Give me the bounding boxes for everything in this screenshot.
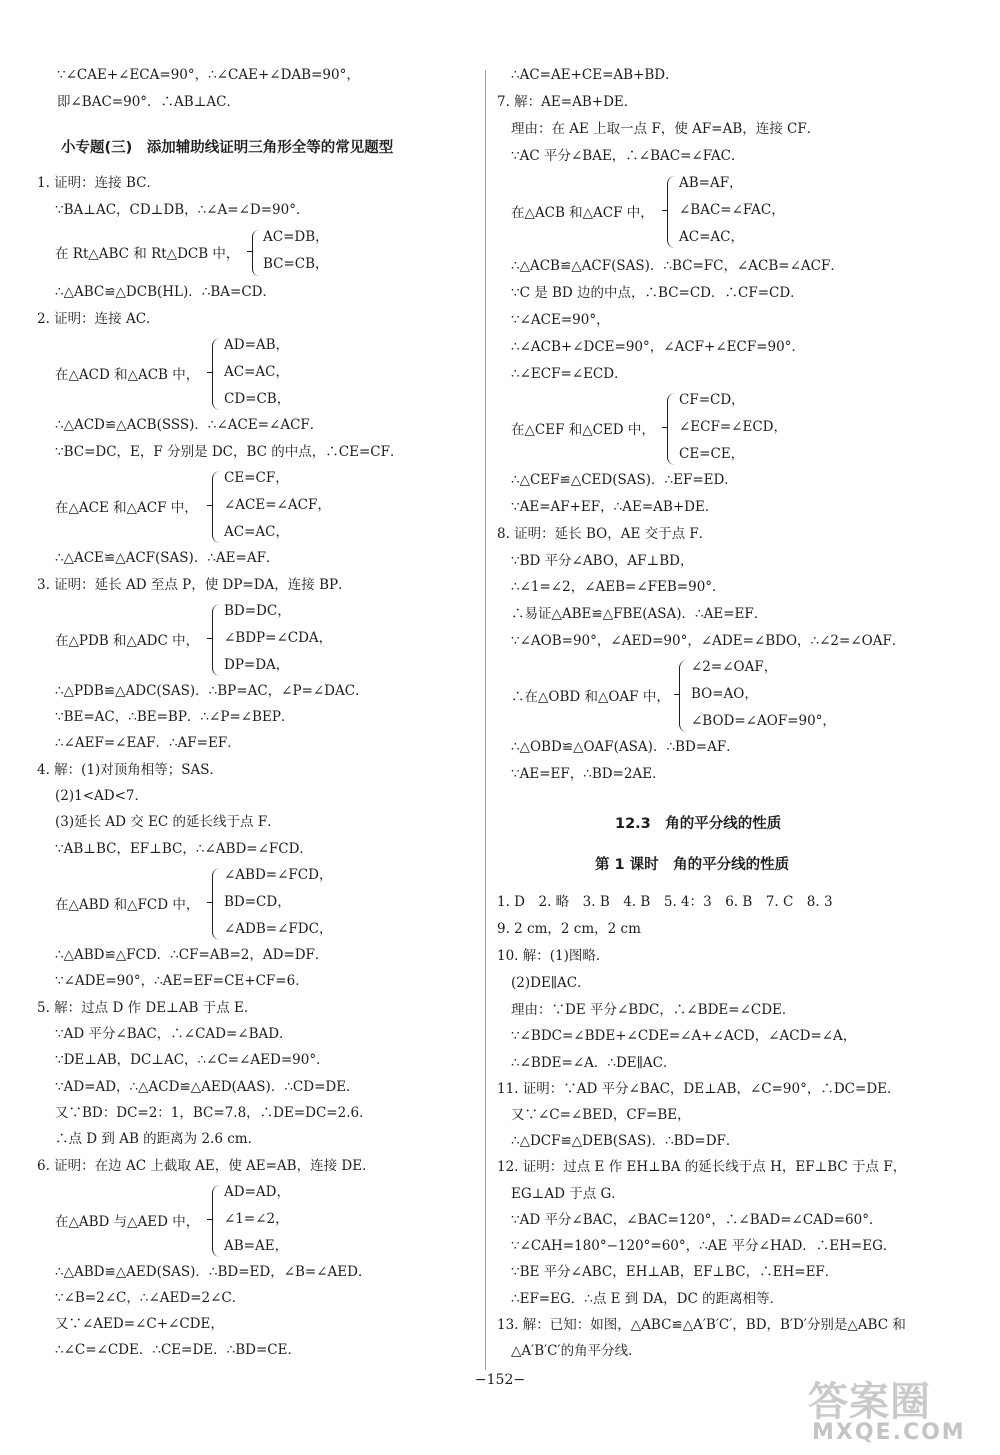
text-line: ∴AC=AE+CE=AB+BD．: [511, 67, 679, 83]
system-equation: ∠ACE=∠ACF，: [224, 497, 331, 513]
brace: [252, 230, 260, 276]
system-equation: BO=AO，: [691, 686, 758, 702]
problem-6: 6. 证明：在边 AC 上截取 AE，使 AE=AB，连接 DE．: [37, 1158, 376, 1174]
brace: [212, 471, 221, 543]
watermark-url: MXQE.COM: [812, 1420, 966, 1445]
text-line: ∵AC 平分∠BAE，∴∠BAC=∠FAC．: [511, 148, 745, 164]
text-line: ∵∠AOB=90°，∠AED=90°，∠ADE=∠BDO，∴∠2=∠OAF．: [511, 633, 906, 649]
system-equation: AC=DB，: [263, 229, 329, 245]
brace: [212, 604, 221, 676]
system-equation: AB=AE，: [224, 1238, 289, 1254]
problem-5: 5. 解：过点 D 作 DE⊥AB 于点 E．: [37, 1000, 258, 1016]
text-line: ∵∠CAH=180°−120°=60°，∴AE 平分∠HAD．∴EH=EG．: [511, 1238, 897, 1254]
problem-12: 12. 证明：过点 E 作 EH⊥BA 的延长线于点 H，EF⊥BC 于点 F，: [497, 1159, 907, 1175]
system-equation: AC=AC，: [679, 229, 744, 245]
system-equation: AD=AD，: [224, 1184, 290, 1200]
text-line: ∴△ABC≌△DCB(HL)．∴BA=CD．: [55, 284, 276, 300]
text-line: EG⊥AD 于点 G．: [511, 1186, 625, 1202]
text-line: ∵BE 平分∠ABC，EH⊥AB，EF⊥BC，∴EH=EF．: [511, 1264, 839, 1280]
system-equation: ∠1=∠2，: [224, 1211, 289, 1227]
text-line: ∴△ABD≌△FCD．∴CF=AB=2，AD=DF．: [55, 947, 329, 963]
brace: [212, 338, 221, 410]
text-line: ∵AE=AF+EF，∴AE=AB+DE．: [511, 499, 719, 515]
text-line: ∴点 D 到 AB 的距离为 2.6 cm．: [55, 1131, 262, 1147]
text-line: ∴∠ECF=∠ECD．: [511, 366, 628, 382]
problem-10: 10. 解：(1)图略．: [497, 948, 610, 964]
system-equation: BD=DC，: [224, 603, 291, 619]
system-equation: BC=CB，: [263, 256, 329, 272]
problem-8: 8. 证明：延长 BO，AE 交于点 F．: [497, 526, 713, 542]
text-line: ∵C 是 BD 边的中点，∴BC=CD．∴CF=CD．: [511, 285, 804, 301]
system-equation: CF=CD，: [679, 392, 745, 408]
problem-1: 1. 证明：连接 BC．: [37, 175, 160, 191]
system-equation: CE=CF，: [224, 470, 289, 486]
system-equation: ∠ADB=∠FDC，: [224, 921, 333, 937]
text-line: ∴△PDB≌△ADC(SAS)．∴BP=AC，∠P=∠DAC．: [55, 683, 369, 699]
system-equation: ∠ABD=∠FCD，: [224, 867, 333, 883]
text-line: (2)1<AD<7．: [55, 788, 148, 804]
system-label: ∴在△OBD 和△OAF 中，: [511, 689, 670, 705]
text-line: ∴△CEF≌△CED(SAS)．∴EF=ED．: [511, 472, 738, 488]
text-line: ∵BD 平分∠ABO，AF⊥BD，: [511, 553, 694, 569]
text-line: ∴△ACE≌△ACF(SAS)．∴AE=AF．: [55, 550, 280, 566]
problem-13: 13. 解：已知：如图，△ABC≌△A′B′C′，BD，B′D′分别是△ABC 和: [497, 1317, 906, 1333]
text-line: ∵∠BDC=∠BDE+∠CDE=∠A+∠ACD，∠ACD=∠A，: [511, 1028, 857, 1044]
text-line: ∵AB⊥BC，EF⊥BC，∴∠ABD=∠FCD．: [55, 841, 313, 857]
text-line: ∴易证△ABE≌△FBE(ASA)．∴AE=EF．: [511, 606, 768, 622]
brace: [667, 176, 676, 248]
system-equation: ∠BOD=∠AOF=90°，: [691, 713, 836, 729]
text-line: ∵AD 平分∠BAC，∠BAC=120°，∴∠BAD=∠CAD=60°．: [511, 1212, 883, 1228]
problem-7: 7. 解：AE=AB+DE．: [497, 94, 638, 110]
text-line: 又∵∠AED=∠C+∠CDE，: [55, 1316, 224, 1332]
brace: [212, 868, 221, 940]
text-line: ∵AD 平分∠BAC，∴∠CAD=∠BAD．: [55, 1026, 293, 1042]
text-line: ∵BE=AC，∴BE=BP．∴∠P=∠BEP．: [55, 709, 295, 725]
system-equation: ∠ECF=∠ECD，: [679, 419, 787, 435]
brace: [679, 660, 688, 732]
text-line: ∵BA⊥AC，CD⊥DB，∴∠A=∠D=90°．: [55, 202, 310, 218]
watermark-text: 答案圈: [808, 1379, 931, 1425]
text-line: 理由：在 AE 上取一点 F，使 AF=AB，连接 CF．: [511, 121, 821, 137]
brace: [667, 393, 676, 465]
text-line: ∵AD=AD，∴△ACD≌△AED(AAS)．∴CD=DE．: [55, 1079, 360, 1095]
system-equation: ∠2=∠OAF，: [691, 659, 778, 675]
system-label: 在△ACE 和△ACF 中，: [55, 500, 198, 516]
text-line: ∴∠1=∠2，∠AEB=∠FEB=90°．: [511, 579, 726, 595]
problem-2: 2. 证明：连接 AC．: [37, 311, 160, 327]
text-line: ∴△ACD≌△ACB(SSS)．∴∠ACE=∠ACF．: [55, 417, 324, 433]
system-label: 在△ABD 与△AED 中，: [55, 1214, 200, 1230]
text-line: 又∵BD：DC=2：1，BC=7.8，∴DE=DC=2.6．: [55, 1105, 373, 1121]
problem-4: 4. 解：(1)对顶角相等；SAS．: [37, 762, 224, 778]
lesson-title: 第 1 课时 角的平分线的性质: [595, 857, 790, 873]
column-divider: [485, 70, 486, 1370]
system-label: 在△ABD 和△FCD 中，: [55, 897, 200, 913]
text-line: 又∵∠C=∠BED，CF=BE，: [511, 1107, 691, 1123]
system-label: 在△ACB 和△ACF 中，: [511, 205, 654, 221]
text-line: ∵BC=DC，E，F 分别是 DC，BC 的中点，∴CE=CF．: [55, 444, 404, 460]
text-line: ∴EF=EG．∴点 E 到 DA，DC 的距离相等．: [511, 1291, 784, 1307]
text-line: ∴∠ACB+∠DCE=90°，∠ACF+∠ECF=90°．: [511, 339, 805, 355]
system-equation: ∠BAC=∠FAC，: [679, 202, 785, 218]
system-equation: AC=AC，: [224, 364, 289, 380]
watermark-logo: [808, 1370, 993, 1450]
text-line: ∴△DCF≌△DEB(SAS)．∴BD=DF．: [511, 1133, 740, 1149]
system-label: 在 Rt△ABC 和 Rt△DCB 中，: [55, 246, 240, 262]
right-column: [497, 0, 917, 1455]
system-equation: ∠BDP=∠CDA，: [224, 630, 333, 646]
section-title: 12.3 角的平分线的性质: [615, 816, 782, 832]
text-line: ∴∠BDE=∠A．∴DE∥AC．: [511, 1055, 677, 1071]
section-title: 小专题(三) 添加辅助线证明三角形全等的常见题型: [61, 140, 394, 156]
text-line: 理由：∵DE 平分∠BDC，∴∠BDE=∠CDE．: [511, 1002, 796, 1018]
text-line: (3)延长 AD 交 EC 的延长线于点 F．: [55, 814, 281, 830]
text-line: ∵∠CAE+∠ECA=90°，∴∠CAE+∠DAB=90°，: [57, 67, 360, 83]
text-line: ∴△ABD≌△AED(SAS)．∴BD=ED，∠B=∠AED．: [55, 1264, 372, 1280]
system-equation: AD=AB，: [224, 337, 290, 353]
text-line: ∴△ACB≌△ACF(SAS)．∴BC=FC，∠ACB=∠ACF．: [511, 258, 844, 274]
text-line: 即∠BAC=90°．∴AB⊥AC．: [57, 94, 240, 110]
text-line: △A′B′C′的角平分线．: [511, 1343, 642, 1359]
text-line: ∵∠ACE=90°，: [511, 312, 610, 328]
page-number: −152−: [474, 1372, 526, 1388]
system-label: 在△ACD 和△ACB 中，: [55, 367, 200, 383]
text-line: ∴△OBD≌△OAF(ASA)．∴BD=AF．: [511, 739, 740, 755]
problem-11: 11. 证明：∵AD 平分∠BAC，DE⊥AB，∠C=90°，∴DC=DE．: [497, 1081, 901, 1097]
system-equation: CE=CE，: [679, 446, 745, 462]
answer-list: 1. D 2. 略 3. B 4. B 5. 4：3 6. B 7. C 8. 3: [497, 894, 833, 910]
system-label: 在△CEF 和△CED 中，: [511, 422, 655, 438]
brace: [212, 1185, 221, 1257]
system-equation: AC=AC，: [224, 524, 289, 540]
system-label: 在△PDB 和△ADC 中，: [55, 633, 200, 649]
text-line: ∴∠AEF=∠EAF．∴AF=EF．: [55, 735, 241, 751]
text-line: ∴∠C=∠CDE．∴CE=DE．∴BD=CE．: [55, 1342, 301, 1358]
text-line: ∵∠ADE=90°，∴AE=EF=CE+CF=6．: [55, 973, 309, 989]
text-line: ∵AE=EF，∴BD=2AE．: [511, 766, 666, 782]
system-equation: DP=DA，: [224, 657, 290, 673]
system-equation: AB=AF，: [679, 175, 743, 191]
problem-3: 3. 证明：延长 AD 至点 P，使 DP=DA，连接 BP．: [37, 577, 352, 593]
text-line: ∵DE⊥AB，DC⊥AC，∴∠C=∠AED=90°．: [55, 1052, 330, 1068]
system-equation: BD=CD，: [224, 894, 291, 910]
text-line: (2)DE∥AC．: [511, 975, 591, 991]
left-column: [37, 0, 457, 1455]
text-line: ∵∠B=2∠C，∴∠AED=2∠C．: [55, 1290, 246, 1306]
system-equation: CD=CB，: [224, 391, 291, 407]
answer-list: 9. 2 cm，2 cm，2 cm: [497, 921, 641, 937]
